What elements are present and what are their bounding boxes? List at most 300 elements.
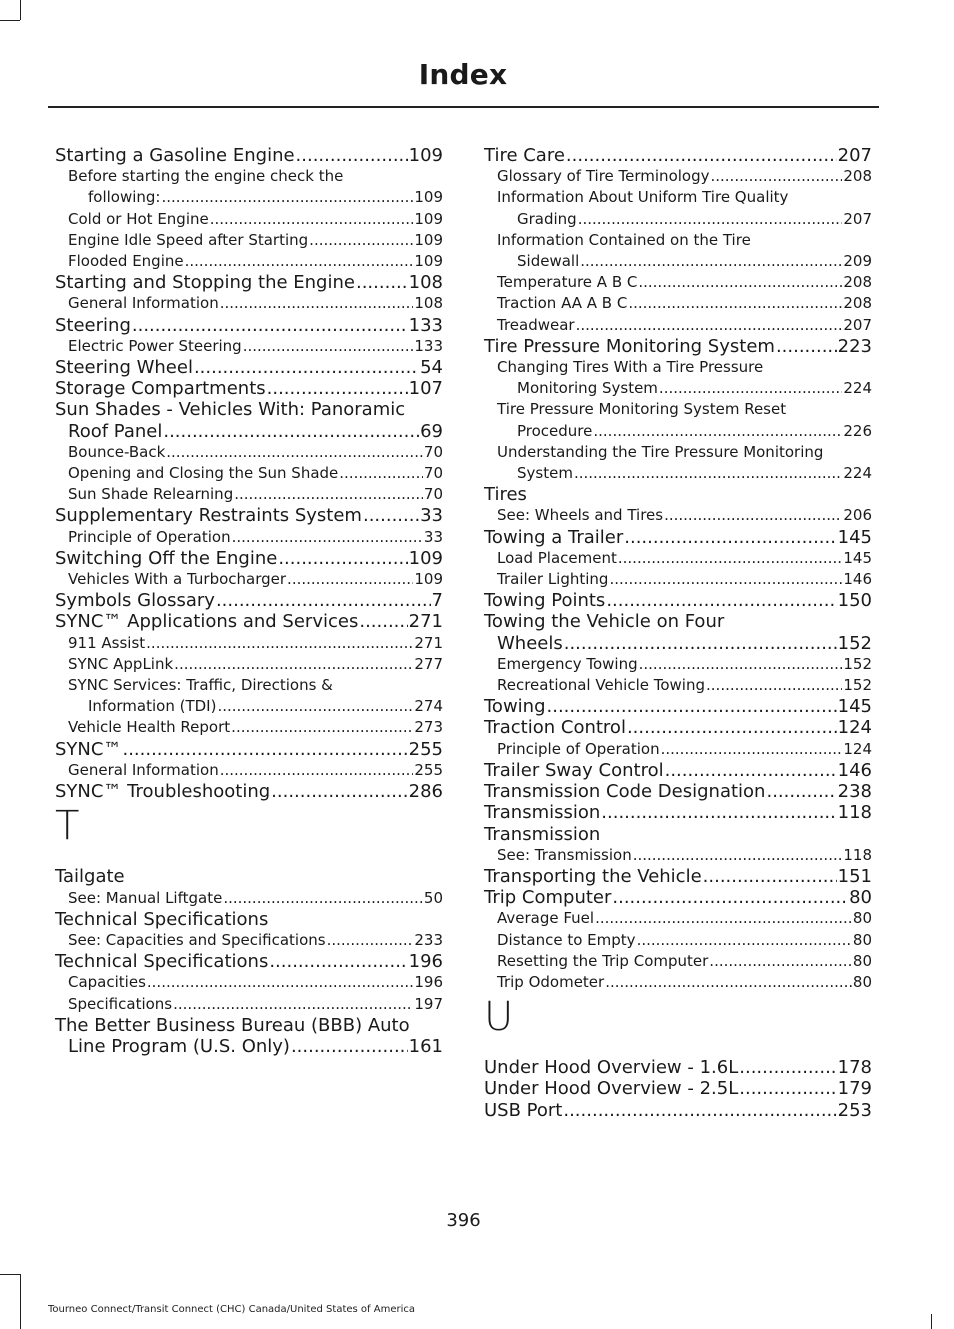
entry-label-line: Changing Tires With a Tire Pressure [497,358,764,377]
page-reference: 109 [414,230,443,249]
entry-row [68,484,443,505]
page-reference: 253 [837,1099,872,1121]
entry-row [68,251,443,272]
page-reference: 146 [843,570,872,589]
index-subentry [55,675,443,717]
index-entry [484,1100,872,1121]
index-subentry [484,908,872,929]
page-reference: 124 [843,739,872,758]
dot-leader [291,1036,408,1057]
entry-row [68,187,443,208]
entry-row [497,569,872,590]
dot-leader [628,293,842,314]
entry-row [484,145,872,166]
dot-leader [146,633,413,654]
entry-row [497,209,872,230]
entry-row [68,654,443,675]
entry-label-line: Information About Uniform Tire Quality [497,188,789,207]
index-subentry [55,569,443,590]
entry-label: 911 Assist [68,633,146,652]
page-reference: 109 [408,547,443,569]
index-subentry [55,336,443,357]
entry-label: Treadwear [497,315,575,334]
index-entry [55,505,443,526]
dot-leader [174,654,413,675]
index-subentry [484,739,872,760]
index-entry [484,527,872,548]
entry-label: SYNC AppLink [68,654,174,673]
page-reference: 145 [837,696,872,718]
page-reference: 80 [852,930,872,949]
dot-leader [710,166,842,187]
entry-label: Transmission [484,823,601,845]
page-reference: 196 [408,951,443,973]
dot-leader [216,590,431,611]
dot-leader [185,251,414,272]
index-entry [484,336,872,357]
entry-label: Grading [517,209,577,228]
page-reference: 152 [843,654,872,673]
index-entry [484,760,872,781]
entry-label: See: Manual Liftgate [68,888,223,907]
entry-label: Average Fuel [497,909,595,928]
page-reference: 109 [414,209,443,228]
index-entry [55,1015,443,1057]
dot-leader [356,272,408,293]
page-reference: 70 [423,442,443,461]
page-reference: 255 [408,738,443,760]
index-subentry [484,951,872,972]
entry-row [55,909,443,930]
entry-row [68,994,443,1015]
dot-leader [637,930,852,951]
dot-leader [624,527,836,548]
page-reference: 80 [852,972,872,991]
entry-label: Engine Idle Speed after Starting [68,230,309,249]
index-column-right [484,145,872,1121]
entry-label: Procedure [517,421,593,440]
index-entry [484,696,872,717]
entry-label: following: [88,188,161,207]
page-reference: 70 [423,464,443,483]
entry-label: Towing a Trailer [484,526,624,548]
index-entry [484,611,872,653]
page-reference: 107 [408,378,443,400]
page-reference: 118 [837,802,872,824]
index-subentry [484,272,872,293]
index-entry [55,399,443,441]
entry-row [484,824,872,845]
page-reference: 109 [414,188,443,207]
entry-row [68,717,443,738]
entry-label: Load Placement [497,548,617,567]
page-reference: 50 [423,888,443,907]
entry-row [497,166,872,187]
page-reference: 224 [843,379,872,398]
entry-label: See: Capacities and Specifications [68,930,326,949]
entry-row [55,357,443,378]
dot-leader [359,611,407,632]
entry-row [68,527,443,548]
entry-row [484,590,872,611]
entry-label-line: Tire Pressure Monitoring System Reset [497,400,787,419]
entry-row [55,378,443,399]
entry-label: SYNC™ Troubleshooting [55,781,271,803]
dot-leader [665,760,837,781]
index-subentry [55,717,443,738]
page-reference: 118 [843,845,872,864]
page-reference: 226 [843,421,872,440]
index-subentry [484,357,872,399]
index-subentry [484,654,872,675]
entry-label: Starting and Stopping the Engine [55,272,355,294]
page-reference: 145 [837,526,872,548]
entry-row [497,463,872,484]
entry-row [484,717,872,738]
footer-text: Tourneo Connect/Transit Connect (CHC) Canada/United States of America [48,1304,415,1315]
page-reference: 108 [414,294,443,313]
entry-row [68,930,443,951]
index-subentry [484,293,872,314]
index-subentry [55,463,443,484]
entry-label: General Information [68,294,219,313]
page-reference: 196 [414,973,443,992]
entry-label: Electric Power Steering [68,336,242,355]
page-reference: 255 [414,760,443,779]
entry-label: Steering Wheel [55,357,193,379]
entry-label: Resetting the Trip Computer [497,951,709,970]
entry-label: Towing [484,696,546,718]
entry-row [484,781,872,802]
entry-label: Principle of Operation [68,527,231,546]
index-subentry [55,930,443,951]
page-reference: 161 [408,1035,443,1057]
dot-leader [633,845,843,866]
entry-row [484,1057,872,1078]
dot-leader [267,378,408,399]
index-subentry [55,972,443,993]
index-entry [484,145,872,166]
dot-leader [609,569,842,590]
entry-label: See: Transmission [497,845,632,864]
index-subentry [484,505,872,526]
index-entry [484,717,872,738]
index-subentry [484,442,872,484]
dot-leader [574,463,842,484]
entry-label: Information (TDI) [88,697,217,716]
entry-label: Flooded Engine [68,252,184,271]
dot-leader [703,866,837,887]
dot-leader [296,145,408,166]
entry-row [55,611,443,632]
dot-leader [739,1057,836,1078]
dot-leader [627,717,837,738]
entry-label: Tire Care [484,145,565,166]
entry-row [68,463,443,484]
entry-row [497,675,872,696]
entry-row [68,633,443,654]
crop-mark [20,1274,21,1329]
index-subentry [484,166,872,187]
index-entry [55,357,443,378]
page-reference: 124 [837,717,872,739]
entry-label: Sidewall [517,252,580,271]
entry-label-line: The Better Business Bureau (BBB) Auto [55,1014,410,1036]
index-entry [55,951,443,972]
entry-label: Opening and Closing the Sun Shade [68,464,339,483]
index-subentry [484,315,872,336]
entry-label: Transmission [484,802,601,824]
entry-row [55,866,443,887]
page-reference: 80 [852,951,872,970]
page-reference: 208 [843,273,872,292]
index-entry [55,272,443,293]
page-reference: 152 [843,676,872,695]
dot-leader [327,930,414,951]
entry-row [497,654,872,675]
entry-label: Switching Off the Engine [55,547,278,569]
index-entry [484,824,872,845]
entry-row [484,802,872,823]
entry-row [497,315,872,336]
entry-row [497,739,872,760]
page-reference: 33 [423,527,443,546]
dot-leader [363,505,419,526]
page-title: Index [418,58,508,91]
index-subentry [55,166,443,208]
page-reference: 274 [414,697,443,716]
index-entry [484,590,872,611]
entry-label: Wheels [497,632,563,654]
dot-leader [132,315,408,336]
header-divider [48,106,879,108]
dot-leader [638,272,842,293]
index-subentry [484,972,872,993]
index-entry [55,781,443,802]
entry-label: Capacities [68,973,146,992]
entry-label: Recreational Vehicle Towing [497,676,706,695]
index-entry [55,378,443,399]
dot-leader [563,1100,836,1121]
page-reference: 108 [408,272,443,294]
page-reference: 206 [843,506,872,525]
page-reference: 133 [408,314,443,336]
crop-mark [0,1274,20,1275]
page-reference: 224 [843,464,872,483]
index-subentry [484,399,872,441]
dot-leader [576,315,843,336]
entry-row [497,845,872,866]
entry-row [55,781,443,802]
entry-row [68,760,443,781]
entry-row [497,548,872,569]
entry-label: Monitoring System [517,379,658,398]
entry-row [497,505,872,526]
entry-label: Vehicles With a Turbocharger [68,570,287,589]
index-column-left [55,145,443,1057]
entry-row [55,145,443,166]
dot-leader [580,251,842,272]
page-reference: 223 [837,335,872,357]
index-entry [55,866,443,887]
dot-leader [739,1078,836,1099]
entry-label: Tailgate [55,866,125,888]
entry-row [68,293,443,314]
entry-label-line: Information Contained on the Tire [497,230,751,249]
page-reference: 208 [843,294,872,313]
entry-label: Supplementary Restraints System [55,505,362,527]
dot-leader [706,675,842,696]
entry-label: SYNC™ Applications and Services [55,611,359,633]
page-reference: 145 [843,548,872,567]
entry-row [484,527,872,548]
page-reference: 146 [837,759,872,781]
entry-label: System [517,464,573,483]
entry-label-line: Towing the Vehicle on Four [484,611,725,633]
entry-label: Temperature A B C [497,273,638,292]
entry-label: Glossary of Tire Terminology [497,167,710,186]
index-subentry [55,230,443,251]
page-reference: 80 [849,887,872,909]
entry-label: Trailer Sway Control [484,759,664,781]
entry-label: USB Port [484,1099,563,1121]
index-entry [55,909,443,930]
entry-label-line: Sun Shades - Vehicles With: Panoramic [55,399,406,421]
page-reference: 54 [420,357,443,379]
index-entry [484,781,872,802]
entry-row [497,272,872,293]
index-subentry [484,569,872,590]
page-reference: 7 [431,590,443,612]
index-entry [55,611,443,632]
dot-leader [595,908,852,929]
dot-leader [220,293,414,314]
index-entry [484,802,872,823]
entry-label: Distance to Empty [497,930,636,949]
page-reference: 152 [837,632,872,654]
entry-row [497,293,872,314]
entry-row [497,378,872,399]
page-reference: 207 [843,315,872,334]
index-subentry [55,888,443,909]
index-entry [484,866,872,887]
dot-leader [163,421,419,442]
page-reference: 273 [414,718,443,737]
index-subentry [55,293,443,314]
entry-label: Transmission Code Designation [484,781,766,803]
entry-row [55,739,443,760]
index-subentry [484,187,872,229]
entry-row [68,336,443,357]
entry-label: Roof Panel [68,420,163,442]
entry-row [68,209,443,230]
entry-row [68,888,443,909]
page-reference: 33 [420,505,443,527]
index-entry [484,1057,872,1078]
index-entry [55,315,443,336]
dot-leader [217,696,413,717]
page-reference: 80 [852,909,872,928]
entry-label: Trip Odometer [497,972,605,991]
page-reference: 197 [414,994,443,1013]
index-entry [55,590,443,611]
entry-label: Transporting the Vehicle [484,865,702,887]
entry-row [484,1078,872,1099]
page-reference: 208 [843,167,872,186]
page-reference: 70 [423,485,443,504]
index-entry [55,739,443,760]
dot-leader [234,484,423,505]
entry-label: Under Hood Overview - 2.5L [484,1078,739,1100]
index-subentry [55,251,443,272]
entry-row [484,866,872,887]
entry-row [68,972,443,993]
dot-leader [210,209,414,230]
entry-row [484,484,872,505]
dot-leader [278,548,407,569]
entry-row [55,272,443,293]
dot-leader [776,336,837,357]
crop-mark [20,0,21,20]
index-entry [484,1078,872,1099]
entry-label: Technical Specifications [55,908,269,930]
entry-label: Storage Compartments [55,378,266,400]
page-reference: 109 [414,252,443,271]
dot-leader [639,654,843,675]
entry-label-line: SYNC Services: Traffic, Directions & [68,676,333,695]
index-subentry [484,548,872,569]
dot-leader [709,951,852,972]
page-reference: 271 [414,633,443,652]
index-subentry [55,527,443,548]
index-subentry [55,484,443,505]
dot-leader [605,972,852,993]
dot-leader [661,739,843,760]
dot-leader [220,760,414,781]
entry-label: General Information [68,760,219,779]
entry-row [484,633,872,654]
entry-label: Tire Pressure Monitoring System [484,335,775,357]
entry-row [55,548,443,569]
entry-row [55,421,443,442]
dot-leader [173,994,413,1015]
index-entry [484,484,872,505]
dot-leader [162,187,414,208]
dot-leader [612,887,848,908]
dot-leader [194,357,419,378]
entry-row [497,421,872,442]
page-reference: 178 [837,1057,872,1079]
index-subentry [55,442,443,463]
entry-row [55,951,443,972]
dot-leader [601,802,836,823]
entry-label: Traction Control [484,717,626,739]
page-reference: 179 [837,1078,872,1100]
dot-leader [287,569,413,590]
dot-leader [578,209,843,230]
page-reference: 109 [414,570,443,589]
page-reference: 271 [408,611,443,633]
entry-row [55,590,443,611]
entry-label: Specifications [68,994,173,1013]
index-subentry [55,654,443,675]
index-subentry [55,633,443,654]
page-reference: 133 [414,336,443,355]
entry-row [497,972,872,993]
section-letter: U [484,994,514,1041]
index-entry [55,548,443,569]
entry-row [68,569,443,590]
